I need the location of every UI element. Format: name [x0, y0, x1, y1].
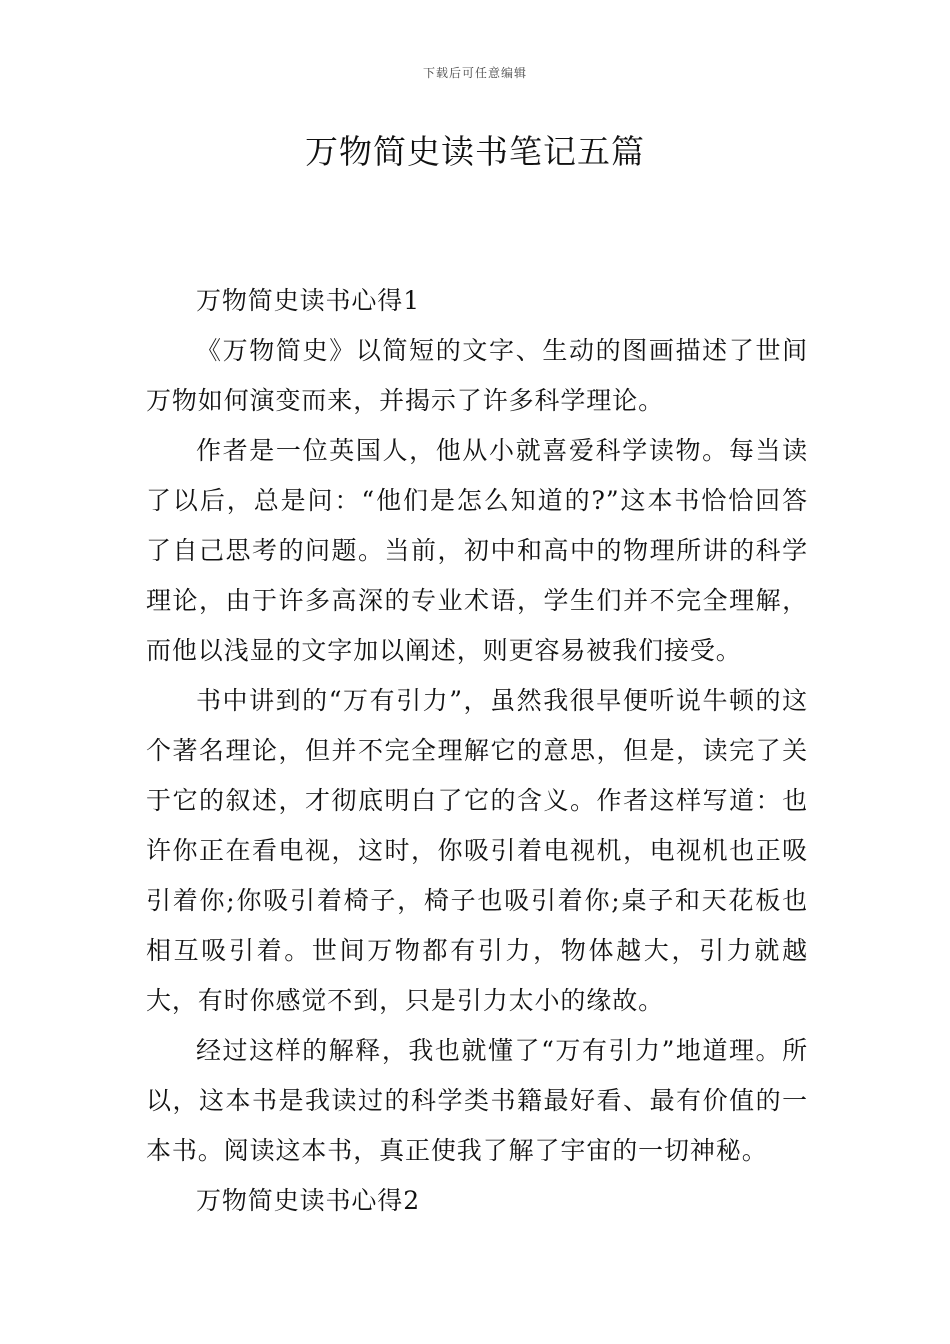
document-body	[146, 276, 808, 1226]
paragraph: 书中讲到的“万有引力”，虽然我很早便听说牛顿的这个著名理论，但并不完全理解它的意思，但是，读完了关于它的叙述，才彻底明白了它的含义。作者这样写道：也许你正在看电视，这时，你吸引着电视机，电视机也正吸引着你;你吸引着椅子，椅子也吸引着你;桌子和天花板也相互吸引着。世间万物都有引力，物体越大，引力就越大，有时你感觉不到，只是引力太小的缘故。	[146, 686, 808, 1015]
paragraph: 作者是一位英国人，他从小就喜爱科学读物。每当读了以后，总是问：“他们是怎么知道的?”这本书恰恰回答了自己思考的问题。当前，初中和高中的物理所讲的科学理论，由于许多高深的专业术语，学生们并不完全理解，而他以浅显的文字加以阐述，则更容易被我们接受。	[146, 436, 808, 665]
paragraph: 《万物简史》以简短的文字、生动的图画描述了世间万物如何演变而来，并揭示了许多科学理论。	[146, 336, 808, 415]
paragraph: 经过这样的解释，我也就懂了“万有引力”地道理。所以，这本书是我读过的科学类书籍最好看、最有价值的一本书。阅读这本书，真正使我了解了宇宙的一切神秘。	[146, 1036, 808, 1165]
section-heading-1: 万物简史读书心得1	[196, 286, 421, 315]
header-note: 下载后可任意编辑	[422, 66, 527, 80]
section-heading-2: 万物简史读书心得2	[196, 1186, 421, 1215]
document-title: 万物简史读书笔记五篇	[305, 132, 645, 171]
